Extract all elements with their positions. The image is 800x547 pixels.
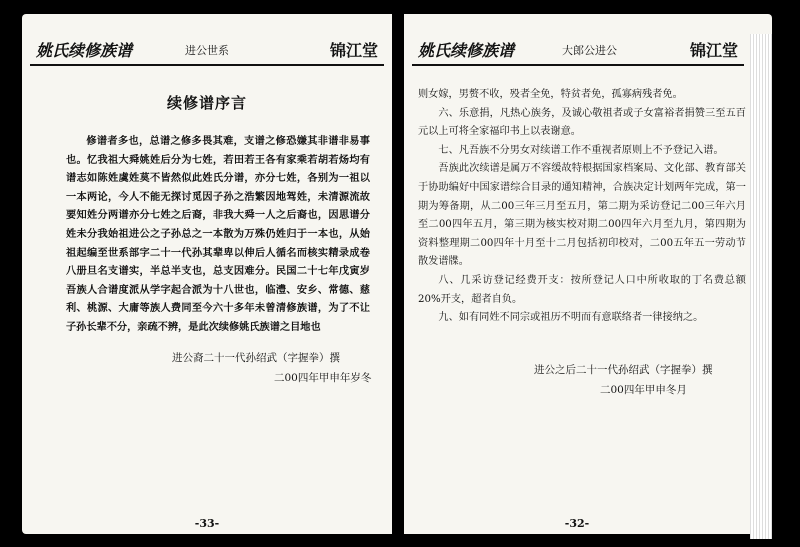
author-signature: 进公之后二十一代孙绍武（字握拳）撰 — [534, 364, 713, 376]
page-edges — [750, 34, 772, 539]
author-signature: 进公裔二十一代孙绍武（字握拳）撰 — [172, 352, 340, 364]
rule-paragraph: 吾族此次续谱是属万不容缓故特根据国家档案局、文化部、教育部关于协助编好中国家谱综合目录的通知精神，合族决定计划两年完成，第一期为筹备期，从二00三年三月至五月，第二期为采访登记二00三年六月至二00四年五月，第三期为核实校对期二00四年六月至九月，第四期为资料整理期二00四年十月至十二月包括初印校对，二00五年五一劳动节散发谱牒。 — [418, 163, 746, 268]
hall-name: 锦江堂 — [329, 41, 378, 60]
hall-name: 锦江堂 — [689, 41, 738, 60]
preface-paragraph: 修谱者多也，总谱之修多畏其难，支谱之修恐嫌其非谱非易事也。忆我祖大舜姚姓后分为七姓，若田若王各有家乘若胡若炀均有谱志如陈姓虞姓莫不皆然似此姓氏分谱，亦分七姓，各别为一祖以一本两论，今人不能无探讨觅因子孙之浩繁因地驾姓，未清源流故要知姓分两谱亦分七姓之后裔，非我大舜一人之后裔也，因思谱分姓未分我始祖进公之子孙总之一本散为万殊仍姓归于一本也，从始祖起编至世系部字二十一代孙其辈卑以伸后人循名而核实精录成卷八册旦名支谱实，半总半支也，总支因难分。民国二十七年戊寅岁吾族人合谱度派从学字起合派为十八世也，临澧、安乡、常德、慈利、桃源、大庸等族人费同至今六十多年未曾清修族谱，为了不让子孙长辈不分，亲疏不辨，是此次续修姚氏族谱之目地也 — [66, 135, 370, 333]
signature-date: 二00四年甲申冬月 — [600, 384, 687, 396]
preface-title: 续修谱序言 — [166, 94, 247, 112]
page-number: -33- — [194, 517, 220, 530]
left-page-header — [30, 36, 384, 66]
lineage-title: 进公世系 — [185, 44, 229, 57]
rule-paragraph: 六、乐意捐，凡热心族务，及诚心敬祖者或子女富裕者捐赞三至五百元以上可将全家福印书上以表谢意。 — [418, 107, 746, 138]
book-title: 姚氏续修族谱 — [36, 41, 133, 60]
rule-paragraph: 九、如有同姓不同宗或祖历不明而有意联络者一律接纳之。 — [438, 312, 704, 324]
right-page-header — [412, 36, 744, 66]
lineage-title: 大郎公进公 — [562, 44, 617, 57]
signature-date: 二00四年甲申年岁冬 — [274, 372, 372, 384]
rules-body — [418, 86, 746, 328]
rule-paragraph: 八、几采访登记经费开支：按所登记人口中所收取的丁名费总额20%开支，超者自负。 — [418, 274, 746, 305]
right-page — [404, 14, 772, 534]
left-page — [22, 14, 392, 534]
preface-body — [66, 132, 370, 337]
page-number: -32- — [564, 517, 590, 530]
book-title: 姚氏续修族谱 — [418, 41, 515, 60]
rule-paragraph: 七、凡吾族不分男女对续谱工作不重视者原则上不予登记入谱。 — [438, 144, 724, 156]
rule-paragraph: 则女嫁，男赘不收，殁者全免，特贫者免，孤寡病残者免。 — [418, 89, 683, 100]
